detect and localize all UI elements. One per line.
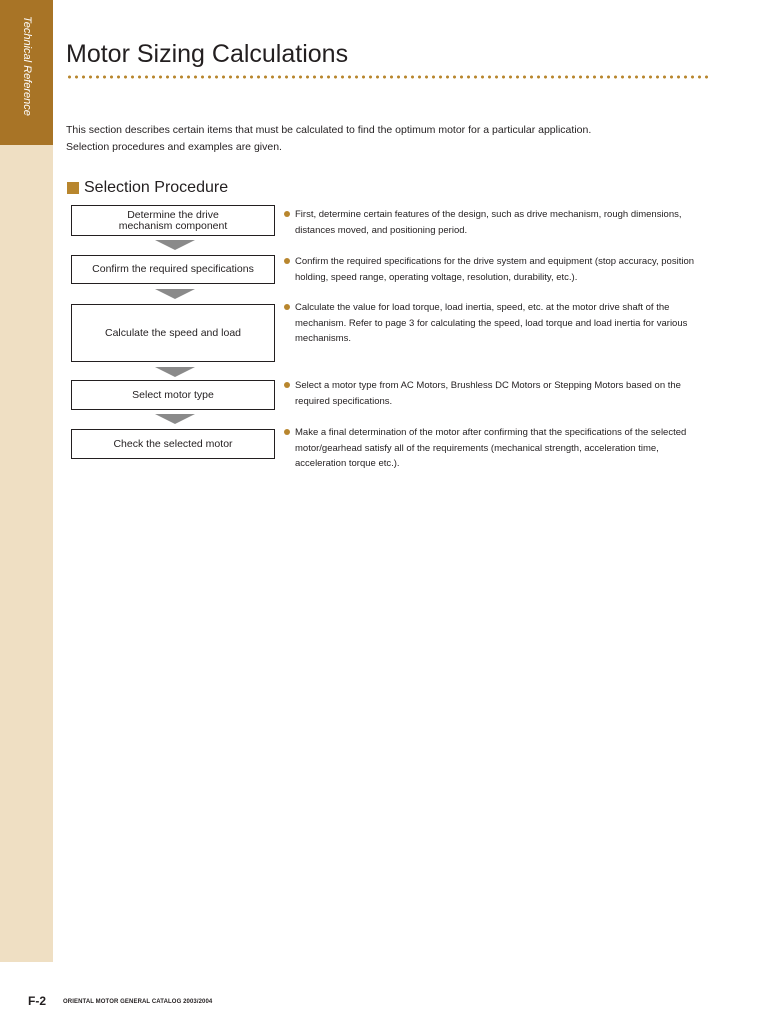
step-description: [284, 300, 699, 347]
section-tab-label: Technical Reference: [21, 16, 33, 116]
step-description: [284, 254, 699, 285]
section-tab: [0, 0, 53, 145]
bullet-icon: [284, 429, 290, 435]
step-box-calculate: [71, 304, 275, 362]
step-description-text: Make a final determination of the motor after confirming that the specifications of the selected motor/gearhead satisfy all of the requirements (mechanical strength, acceleration time, acceleration torque etc.).: [295, 427, 687, 469]
intro-line-2: Selection procedures and examples are given.: [66, 141, 282, 153]
bullet-icon: [284, 258, 290, 264]
step-box-select: [71, 380, 275, 410]
down-arrow-icon: [155, 414, 195, 424]
step-label-line: Determine the drive: [127, 208, 219, 221]
step-description-text: Select a motor type from AC Motors, Brushless DC Motors or Stepping Motors based on the required specifications.: [295, 380, 681, 407]
page-title: Motor Sizing Calculations: [66, 40, 349, 68]
bullet-icon: [284, 304, 290, 310]
step-label-line: mechanism component: [118, 219, 228, 232]
page-number: F-2: [28, 994, 46, 1008]
dotted-rule: [66, 75, 711, 79]
down-arrow-icon: [155, 367, 195, 377]
down-arrow-icon: [155, 240, 195, 250]
step-label: Select motor type: [132, 388, 214, 401]
bullet-icon: [284, 382, 290, 388]
square-bullet-icon: [67, 182, 79, 194]
intro-line-1: This section describes certain items that must be calculated to find the optimum motor for a particular application.: [66, 124, 592, 136]
section-heading-text: Selection Procedure: [84, 179, 229, 196]
step-description-text: Calculate the value for load torque, load inertia, speed, etc. at the motor drive shaft of the mechanism. Refer to page 3 for calculating the speed, load torque and load inertia for various mechanisms.: [295, 302, 688, 344]
intro-text: [66, 122, 706, 156]
step-box-check: [71, 429, 275, 459]
step-description: [284, 207, 699, 238]
bullet-icon: [284, 211, 290, 217]
step-box-determine: [71, 205, 275, 236]
step-label: Confirm the required specifications: [92, 263, 254, 275]
step-description: [284, 425, 699, 472]
step-label: Check the selected motor: [113, 437, 233, 450]
step-box-confirm: [71, 255, 275, 284]
step-label: Calculate the speed and load: [104, 326, 242, 339]
step-description-text: First, determine certain features of the design, such as drive mechanism, rough dimensions, distances moved, and positioning period.: [295, 209, 682, 236]
step-description-text: Confirm the required specifications for the drive system and equipment (stop accuracy, position holding, speed range, operating voltage, resolution, durability, etc.).: [295, 256, 695, 283]
step-description: [284, 378, 699, 409]
section-heading: [67, 179, 228, 197]
catalog-footer: ORIENTAL MOTOR GENERAL CATALOG 2003/2004: [63, 999, 213, 1005]
down-arrow-icon: [155, 289, 195, 299]
